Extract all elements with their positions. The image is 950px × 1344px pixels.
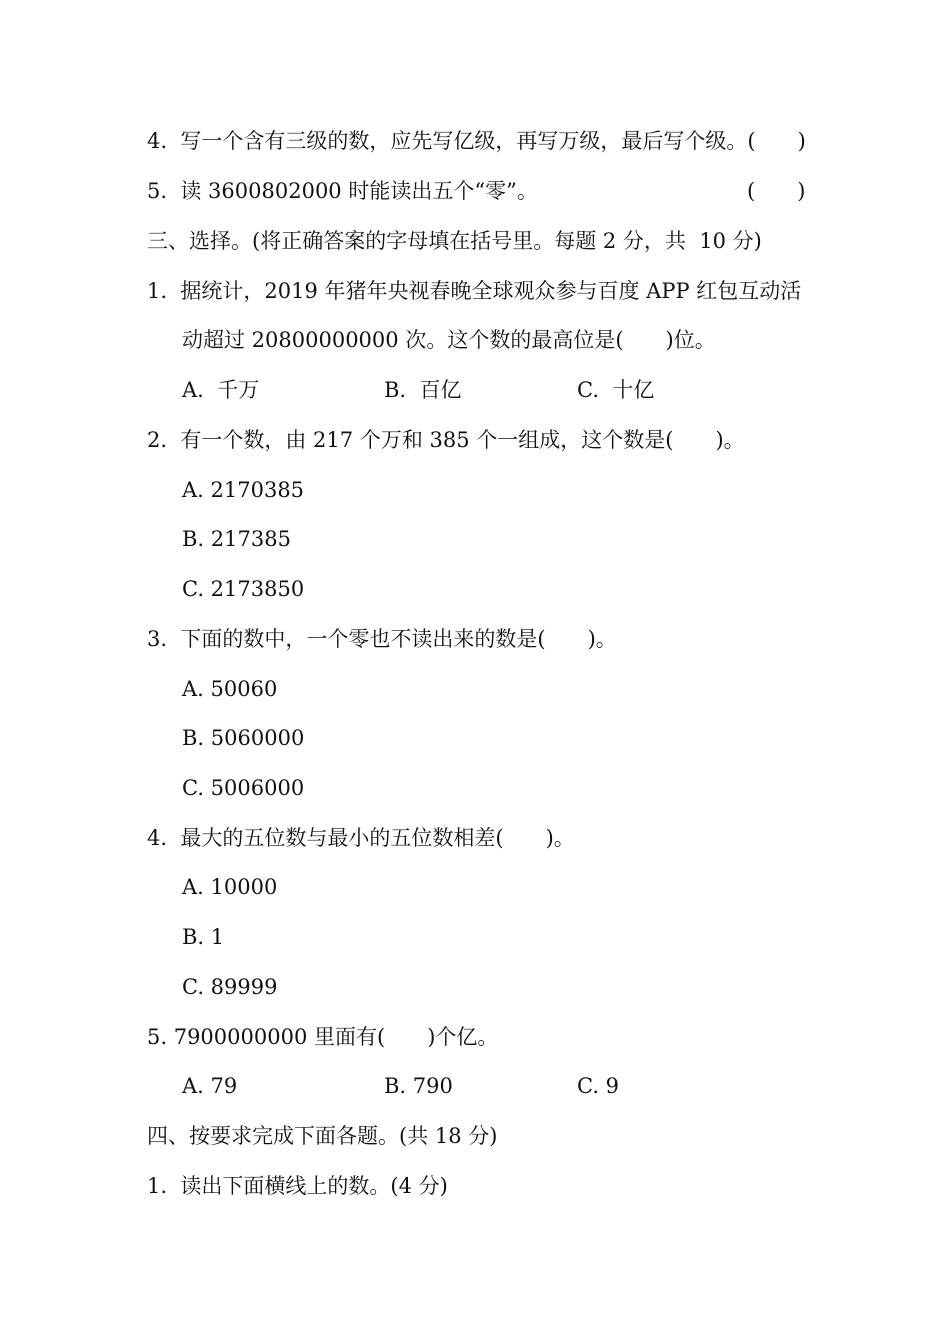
choice-question-5-option-c[interactable]: C. 9	[577, 1074, 620, 1098]
choice-question-1-line-1: 1. 据统计，2019 年猪年央视春晚全球观众参与百度 APP 红包互动活	[147, 279, 802, 303]
judge-question-4: 4. 写一个含有三级的数，应先写亿级，再写万级，最后写个级。( )	[147, 129, 806, 153]
choice-question-5: 5. 7900000000 里面有( )个亿。	[147, 1025, 499, 1049]
choice-question-4-option-a[interactable]: A. 10000	[182, 875, 278, 899]
choice-question-4-option-b[interactable]: B. 1	[182, 925, 225, 949]
choice-question-2-option-b[interactable]: B. 217385	[182, 527, 291, 551]
section-3-heading: 三、选择。(将正确答案的字母填在括号里。每题 2 分，共 10 分)	[147, 229, 762, 253]
choice-question-2-option-a[interactable]: A. 2170385	[182, 478, 305, 502]
section-4-question-1: 1. 读出下面横线上的数。(4 分)	[147, 1174, 448, 1198]
choice-question-2: 2. 有一个数，由 217 个万和 385 个一组成，这个数是( )。	[147, 428, 745, 452]
judge-question-5: 5. 读 3600802000 时能读出五个“零”。	[147, 179, 538, 203]
judge-question-5-blank[interactable]: ( )	[747, 179, 806, 203]
choice-question-5-option-b[interactable]: B. 790	[384, 1074, 453, 1098]
choice-question-5-option-a[interactable]: A. 79	[182, 1074, 238, 1098]
choice-question-1-option-a[interactable]: A. 千万	[182, 378, 260, 402]
choice-question-3: 3. 下面的数中，一个零也不读出来的数是( )。	[147, 627, 617, 651]
choice-question-1-option-c[interactable]: C. 十亿	[577, 378, 655, 402]
choice-question-4: 4. 最大的五位数与最小的五位数相差( )。	[147, 826, 575, 850]
choice-question-3-option-b[interactable]: B. 5060000	[182, 726, 305, 750]
choice-question-3-option-a[interactable]: A. 50060	[182, 677, 278, 701]
choice-question-1-line-2: 动超过 20800000000 次。这个数的最高位是( )位。	[182, 328, 716, 352]
choice-question-4-option-c[interactable]: C. 89999	[182, 975, 278, 999]
choice-question-2-option-c[interactable]: C. 2173850	[182, 577, 305, 601]
choice-question-3-option-c[interactable]: C. 5006000	[182, 776, 305, 800]
section-4-heading: 四、按要求完成下面各题。(共 18 分)	[147, 1124, 498, 1148]
choice-question-1-option-b[interactable]: B. 百亿	[384, 378, 462, 402]
